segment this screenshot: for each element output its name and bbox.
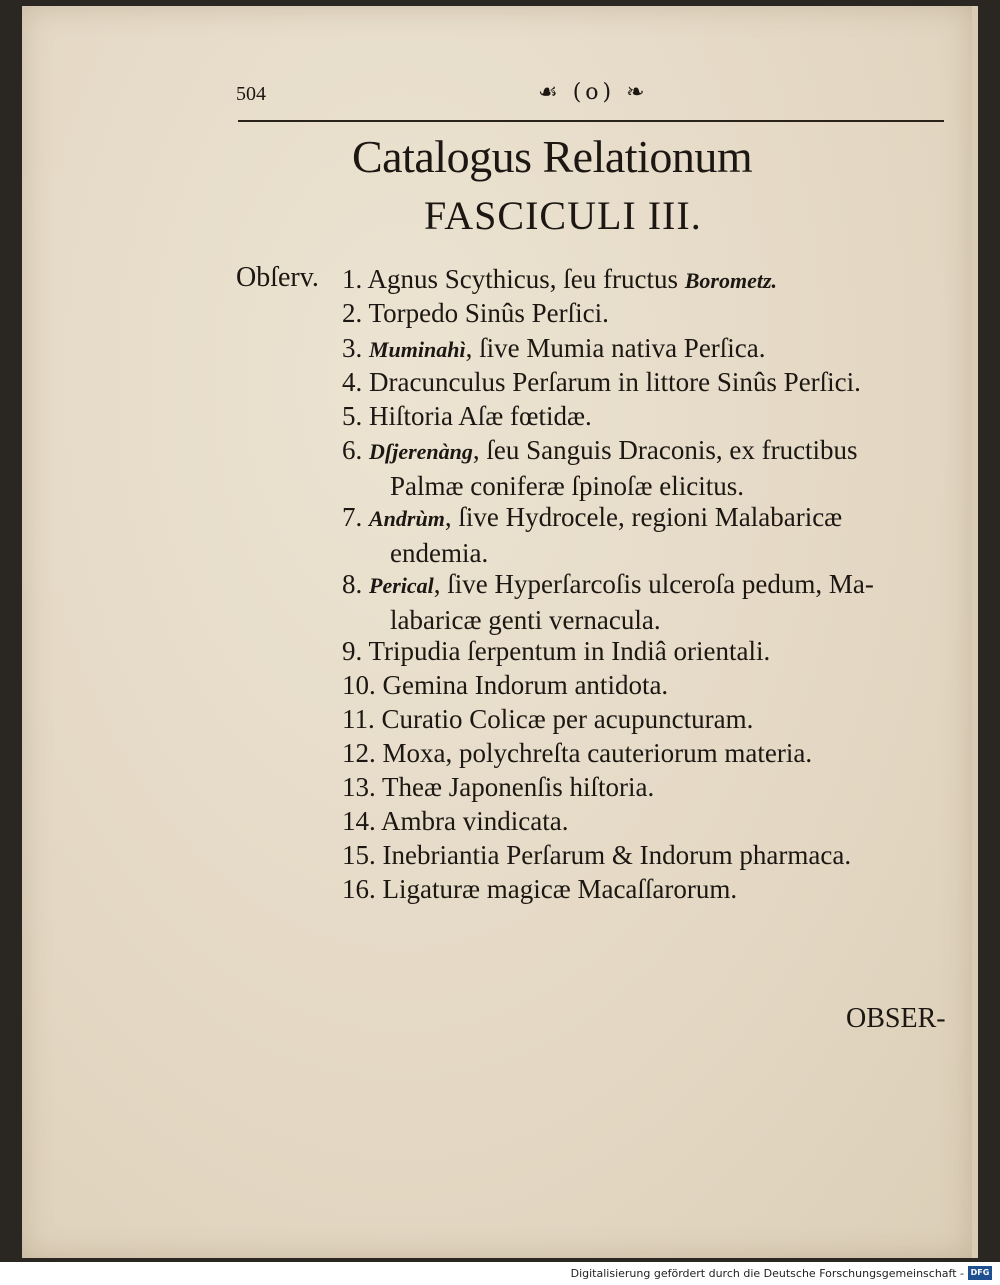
entry-text: Ambra vindicata. (381, 806, 569, 836)
catalog-entry (342, 433, 858, 503)
catalog-entry (342, 872, 737, 906)
catalog-entry (342, 634, 770, 668)
entry-text: Agnus Scythicus, ſeu fructus (367, 264, 685, 294)
page-number: 504 (236, 83, 266, 105)
catchword: OBSER- (846, 1003, 946, 1034)
entry-italic: Borometz. (684, 268, 778, 293)
entry-line (342, 569, 874, 599)
page-edge (972, 6, 978, 1258)
entry-text: Ligaturæ magicæ Macaſſarorum. (382, 874, 738, 904)
entry-italic: Perical (369, 573, 434, 598)
entry-number: 7. (342, 502, 369, 532)
catalog-entry (342, 770, 654, 804)
entry-number: 16. (342, 874, 383, 904)
entry-line (342, 502, 842, 532)
entry-number: 6. (342, 435, 369, 465)
entry-number: 15. (342, 840, 383, 870)
catalog-entry (342, 262, 777, 298)
entry-number: 12. (342, 738, 383, 768)
entry-continuation: endemia. (390, 538, 489, 568)
entry-text: Gemina Indorum antidota. (382, 670, 669, 700)
entry-number: 13. (342, 772, 383, 802)
catalog-entry (342, 668, 668, 702)
entry-number: 14. (342, 806, 382, 836)
entry-number: 5. (342, 401, 369, 431)
entry-line (342, 806, 568, 836)
page-subtitle: FASCICULI III. (424, 193, 702, 238)
catalog-entry (342, 736, 812, 770)
entry-continuation: Palmæ coniferæ ſpinoſæ elicitus. (390, 471, 744, 501)
entry-text: , ſeu Sanguis Draconis, ex fructibus (472, 435, 858, 465)
entry-text: Dracunculus Perſarum in littore Sinûs Perſici. (369, 367, 861, 397)
entry-text: Torpedo Sinûs Perſici. (368, 298, 609, 328)
entry-line (342, 772, 654, 802)
entry-line (342, 367, 861, 397)
entry-line (342, 401, 592, 431)
entry-line (342, 298, 609, 328)
entry-text: Inebriantia Perſarum & Indorum pharmaca. (382, 840, 852, 870)
catalog-entry (342, 331, 766, 367)
catalog-entry (342, 838, 851, 872)
header-ornament: ☙ (o) ❧ (538, 80, 649, 105)
entry-number: 2. (342, 298, 369, 328)
entry-line (342, 840, 851, 870)
entry-number: 11. (342, 704, 382, 734)
catalog-entry (342, 702, 753, 736)
entry-line (342, 435, 858, 465)
entry-italic: Dſjerenàng (369, 439, 473, 464)
entry-text: Tripudia ſerpentum in Indiâ orientali. (368, 636, 771, 666)
catalog-entry (342, 567, 874, 637)
entry-text: Moxa, polychreſta cauteriorum materia. (382, 738, 813, 768)
catalog-entry (342, 804, 568, 838)
entry-line (342, 874, 737, 904)
entry-line (342, 333, 766, 363)
entry-line (342, 636, 770, 666)
catalog-entry (342, 296, 609, 330)
entry-number: 3. (342, 333, 369, 363)
entry-number: 4. (342, 367, 369, 397)
entry-text: Theæ Japonenſis hiſtoria. (382, 772, 655, 802)
page-title: Catalogus Relationum (352, 131, 753, 182)
entry-number: 1. (342, 264, 368, 294)
dfg-logo: DFG (968, 1266, 992, 1280)
entry-text: , ſive Mumia nativa Perſica. (465, 333, 766, 363)
entry-line (342, 264, 777, 294)
observ-label: Obſerv. (236, 262, 319, 293)
entry-line (342, 670, 668, 700)
catalog-entry (342, 365, 861, 399)
entry-continuation: labaricæ genti vernacula. (390, 605, 661, 635)
dfg-credit: Digitalisierung gefördert durch die Deutsche Forschungsgemeinschaft - (570, 1267, 964, 1280)
entry-number: 9. (342, 636, 369, 666)
entry-line (342, 738, 812, 768)
entry-number: 8. (342, 569, 369, 599)
entry-number: 10. (342, 670, 383, 700)
entry-italic: Muminahì (369, 337, 466, 362)
entry-italic: Andrùm (369, 506, 445, 531)
entry-text: Hiſtoria Aſæ fœtidæ. (369, 401, 592, 431)
entry-text: Curatio Colicæ per acupuncturam. (381, 704, 754, 734)
catalog-entry (342, 399, 592, 433)
entry-line (342, 704, 753, 734)
header-rule (238, 120, 944, 122)
entry-text: , ſive Hydrocele, regioni Malabaricæ (444, 502, 843, 532)
entry-text: , ſive Hyperſarcoſis ulceroſa pedum, Ma- (433, 569, 874, 599)
catalog-entry (342, 500, 842, 570)
